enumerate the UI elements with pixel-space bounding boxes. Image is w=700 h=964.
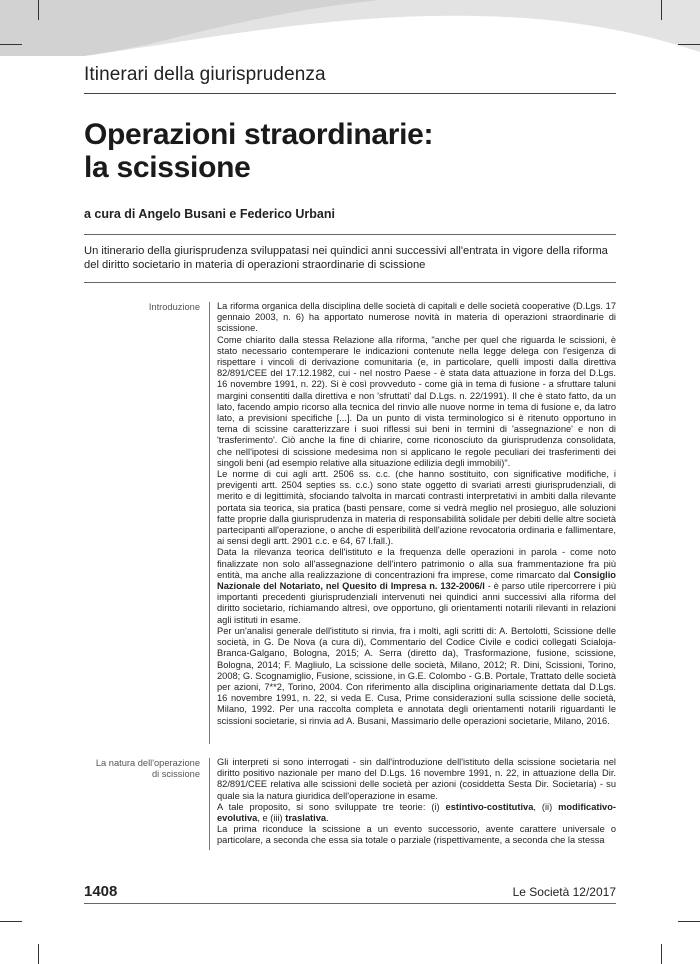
section-label-line: La natura dell'operazione bbox=[95, 758, 200, 768]
article-title bbox=[84, 118, 433, 184]
journal-issue: Le Società 12/2017 bbox=[512, 885, 616, 899]
paragraph: A tale proposito, si sono sviluppate tre teorie: (i) estintivo-costitutiva, (ii) modificativo-evolutiva, e (iii) traslativa. bbox=[217, 801, 616, 824]
column-separator bbox=[209, 758, 210, 850]
paragraph: Le norme di cui agli artt. 2506 ss. c.c. (che hanno sostituito, con significative modifiche, i previgenti artt. 2504 septies ss. c.c.) sono state oggetto di svariati arresti giurisprudenziali, di merito e di legittimità, sfociando talvolta in marcati contrasti interpretativi in ambiti dalla rilevante portata sia teorica, sia pratica (basti pensare, come si vedrà meglio nel prosieguo, alle soluzioni fatte proprie dalla giurisprudenza in materia di responsabilità solidale per debiti delle altre società partecipanti all'operazione, o anche di esperibilità dell'azione revocatoria ordinaria e fallimentare, ai sensi degli artt. 2901 c.c. e 64, 67 l.fall.). bbox=[217, 469, 616, 547]
article-title-line2: la scissione bbox=[84, 151, 251, 184]
column-separator bbox=[209, 302, 210, 744]
bold-term: Consiglio Nazionale del Notariato, nel Quesito di Impresa n. 132-2006/I bbox=[217, 569, 616, 592]
article-abstract: Un itinerario della giurisprudenza sviluppatasi nei quindici anni successivi all'entrata in vigore della riforma del diritto societario in materia di operazioni straordinarie di scissione bbox=[84, 245, 608, 271]
theory-term: estintivo-costitutiva bbox=[445, 801, 534, 812]
authors-rule bbox=[84, 234, 616, 235]
footer-rule bbox=[84, 903, 616, 904]
section-label-natura bbox=[84, 758, 200, 780]
crop-mark bbox=[678, 44, 700, 45]
paragraph: Gli interpreti si sono interrogati - sin dall'introduzione dell'istituto della scissione societaria nel diritto positivo nazionale per mano del D.Lgs. 16 novembre 1991, n. 22, in attuazione della Dir. 82/891/CEE relativa alle scissioni delle società per azioni (cosiddetta Sesta Dir. Societaria) - su quale sia la natura giuridica dell'operazione in esame. bbox=[217, 757, 616, 801]
article-authors: a cura di Angelo Busani e Federico Urbani bbox=[84, 207, 335, 221]
theory-term: traslativa bbox=[285, 813, 327, 824]
paragraph: Come chiarito dalla stessa Relazione alla riforma, "anche per quel che riguarda le scissioni, è stato necessario contemperare le indicazioni contenute nella legge delega con l'esigenza di rispettare i vincoli di derivazione comunitaria (e, in particolare, quelli imposti dalla direttiva 82/891/CEE del 17.12.1982, cui - nel nostro Paese - è stata data attuazione in forza del D.Lgs. 16 novembre 1991, n. 22). Si è così provveduto - come già in tema di fusione - a sfruttare taluni margini consentiti dalla direttiva e non 'sfruttati' dal D.Lgs. n. 22/1991). Il che è stato fatto, da un lato, facendo ampio ricorso alla tecnica del rinvio alle nuove norme in tema di fusione e, da latro lato, a previsioni specifiche [...]. Da un punto di vista terminologico si è ritenuto opportuno in tema di scissine caratterizzare i suoi riflessi sui beni in termini di 'assegnazione' e non di 'trasferimento'. Ciò anche la fine di chiarire, come riconosciuto da giurisprudenza consolidata, che nell'ipotesi di scissione medesima non si applicano le regole peculiari dei trasferimenti dei singoli beni (ad esempio relative alla situazione edilizia degli immobili)". bbox=[217, 334, 616, 468]
crop-mark bbox=[0, 921, 22, 922]
paragraph: La prima riconduce la scissione a un evento successorio, avente carattere universale o particolare, a seconda che essa sia totale o parziale (rispettivamente, a seconda che la stessa bbox=[217, 824, 616, 846]
page-number: 1408 bbox=[84, 883, 118, 900]
section-body-introduzione bbox=[217, 301, 616, 727]
paragraph: Per un'analisi generale dell'istituto si rinvia, fra i molti, agli scritti di: A. Bertolotti, Scissione delle società, in G. De Nova (a cura di), Commentario del Codice Civile e codici collegati Scialoja-Branca-Galgano, Bologna, 2015; A. Serra (diretto da), Trasformazione, fusione, scissione, Bologna, 2014; F. Magliulo, La scissione delle società, Milano, 2012; R. Dini, Scissioni, Torino, 2008; G. Scognamiglio, Fusione, scissione, in G.E. Colombo - G.B. Portale, Trattato delle società per azioni, 7**2, Torino, 2004. Con riferimento alla disciplina originariamente dettata dal D.Lgs. 16 novembre 1991, n. 22, si veda E. Cusa, Prime considerazioni sulla scissione delle società, Milano, 1992. Per una raccolta completa e annotata degli orientamenti notarili riguardanti le scissioni societarie, si rinvia ad A. Busani, Massimario delle operazioni societarie, Milano, 2016. bbox=[217, 625, 616, 726]
crop-mark bbox=[0, 44, 22, 45]
section-body-natura bbox=[217, 757, 616, 847]
section-title: Itinerari della giurisprudenza bbox=[84, 64, 326, 85]
abstract-rule bbox=[84, 282, 616, 283]
crop-mark bbox=[661, 944, 662, 964]
paragraph: La riforma organica della disciplina delle società di capitali e delle società cooperative (D.Lgs. 17 gennaio 2003, n. 6) ha apportato numerose novità in materia di operazioni straordinarie di scissione. bbox=[217, 301, 616, 334]
crop-mark bbox=[661, 0, 662, 20]
section-label-line: di scissione bbox=[151, 769, 200, 779]
crop-mark bbox=[678, 921, 700, 922]
crop-mark bbox=[38, 0, 39, 20]
paragraph: Data la rilevanza teorica dell'istituto e la frequenza delle operazioni in parola - come noto finalizzate non solo all'assegnazione dell'intero patrimonio o alla sua frammentazione fra più entità, ma anche alla realizzazione di concentrazioni fra imprese, come rimarcato dal Consiglio Nazionale del Notariato, nel Quesito di Impresa n. 132-2006/I - è parso utile ripercorrere i più importanti precedenti giurisprudenziali intervenuti nei quindici anni successivi alla riforma del diritto societario, richiamando altresì, ove opportuno, gli orientamenti notarili rilevanti in relazioni agli istituti in esame. bbox=[217, 547, 616, 625]
theory-term: modificativo-evolutiva bbox=[217, 801, 616, 824]
section-rule bbox=[84, 93, 616, 94]
crop-mark bbox=[38, 944, 39, 964]
section-label-introduzione: Introduzione bbox=[148, 302, 200, 312]
article-title-line1: Operazioni straordinarie: bbox=[84, 118, 434, 151]
